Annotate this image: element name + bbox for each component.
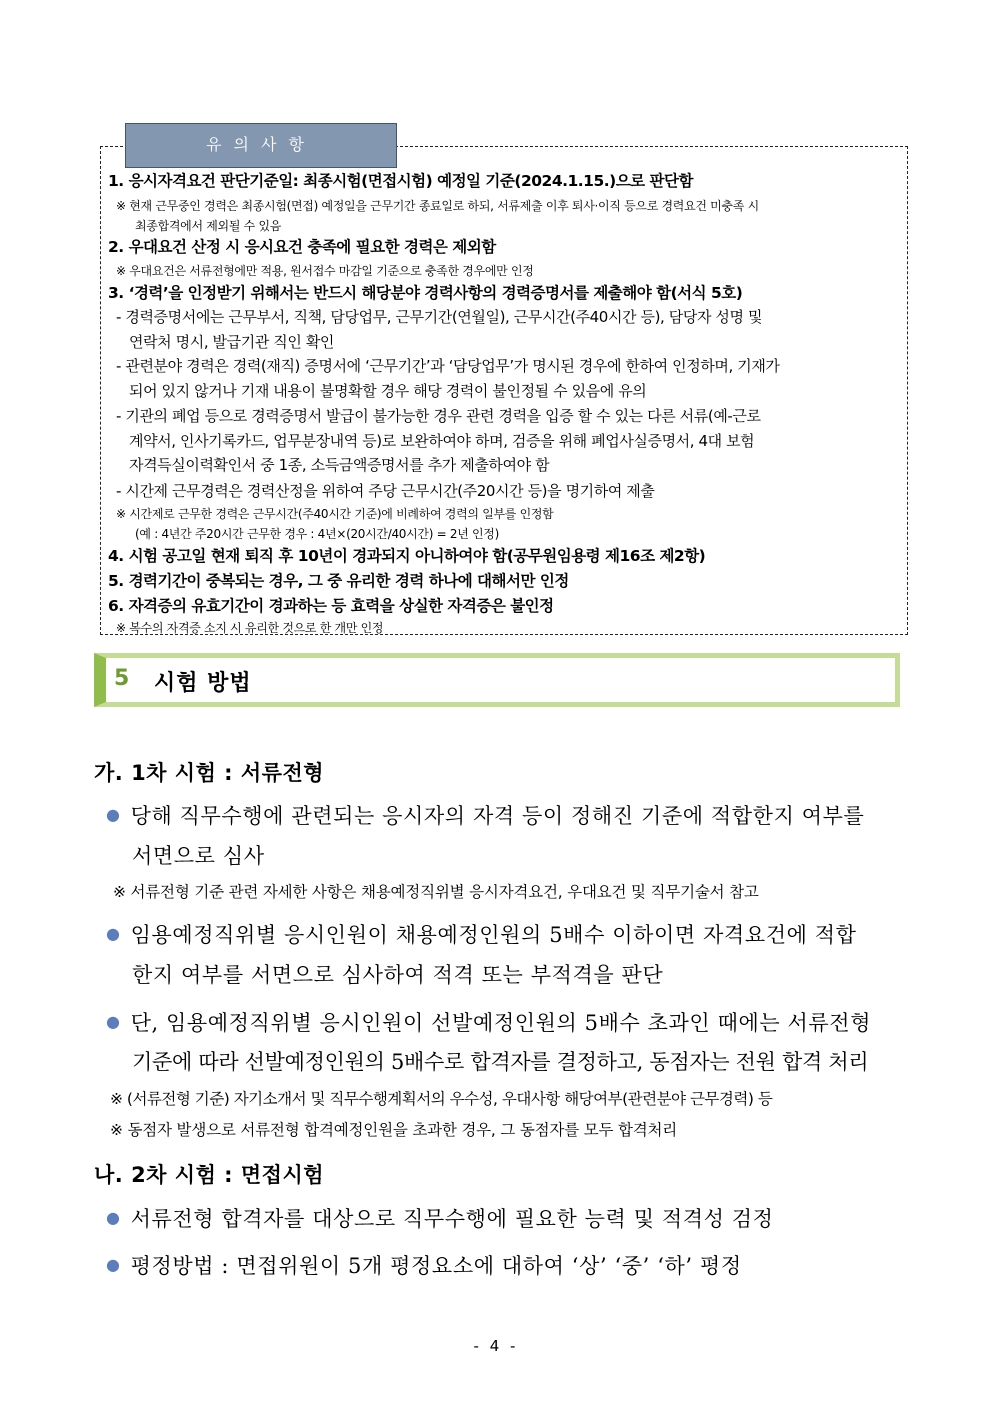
notice-note: ※ 현재 근무중인 경력은 최종시험(면접) 예정일을 근무기간 종료일로 하되, 서류제출 이후 퇴사·이직 등으로 경력요건 미충족 시	[116, 199, 759, 213]
second-exam-heading: 나. 2차 시험 : 면접시험	[94, 1163, 325, 1187]
notice-box	[100, 146, 908, 635]
notice-item-6: 6. 자격증의 유효기간이 경과하는 등 효력을 상실한 자격증은 불인정	[108, 597, 554, 615]
section-number: 5	[114, 666, 130, 691]
note-text: ※ (서류전형 기준) 자기소개서 및 직무수행계획서의 우수성, 우대사항 해당여부(관련분야 근무경력) 등	[110, 1090, 773, 1108]
bullet-icon: ●	[106, 805, 121, 824]
section-header	[94, 653, 900, 707]
section-title: 시험 방법	[154, 671, 252, 696]
notice-item-2: 2. 우대요건 산정 시 응시요건 충족에 필요한 경력은 제외함	[108, 238, 496, 256]
notice-item-4: 4. 시험 공고일 현재 퇴직 후 10년이 경과되지 아니하여야 함(공무원임용령 제16조 제2항)	[108, 547, 706, 565]
notice-dash-item: 자격득실이력확인서 중 1종, 소득금액증명서를 추가 제출하여야 함	[129, 456, 550, 474]
notice-note: ※ 시간제로 근무한 경력은 근무시간(주40시간 기준)에 비례하여 경력의 일부를 인정함	[116, 507, 554, 521]
list-item: ● 단, 임용예정직위별 응시인원이 선발예정인원의 5배수 초과인 때에는 서류전형	[106, 1011, 872, 1035]
notice-note: (예 : 4년간 주20시간 근무한 경우 : 4년×(20시간/40시간) = 2년 인정)	[135, 527, 499, 541]
list-item-continuation: 한지 여부를 서면으로 심사하여 적격 또는 부적격을 판단	[132, 963, 664, 987]
notice-dash-item: 계약서, 인사기록카드, 업무분장내역 등)로 보완하여야 하며, 검증을 위해 폐업사실증명서, 4대 보험	[129, 432, 755, 450]
first-exam-heading: 가. 1차 시험 : 서류전형	[94, 761, 325, 785]
notice-title: 유의사항	[125, 123, 397, 168]
list-item: ● 평정방법 : 면접위원이 5개 평정요소에 대하여 ‘상’ ‘중’ ‘하’ 평정	[106, 1254, 742, 1278]
notice-note: ※ 우대요건은 서류전형에만 적용, 원서접수 마감일 기준으로 충족한 경우에만 인정	[116, 264, 534, 278]
notice-dash-item: - 경력증명서에는 근무부서, 직책, 담당업무, 근무기간(연월일), 근무시간(주40시간 등), 담당자 성명 및	[116, 308, 763, 326]
notice-dash-item: 연락처 명시, 발급기관 직인 확인	[129, 333, 335, 351]
notice-note: 최종합격에서 제외될 수 있음	[135, 219, 282, 233]
notice-dash-item: 되어 있지 않거나 기재 내용이 불명확할 경우 해당 경력이 불인정될 수 있음에 유의	[129, 382, 647, 400]
notice-note: ※ 복수의 자격증 소지 시 유리한 것으로 한 개만 인정	[116, 621, 384, 635]
page-number: - 4 -	[473, 1337, 519, 1355]
list-item: ● 서류전형 합격자를 대상으로 직무수행에 필요한 능력 및 적격성 검정	[106, 1207, 774, 1231]
bullet-icon: ●	[106, 924, 121, 943]
notice-item-3: 3. ‘경력’을 인정받기 위해서는 반드시 해당분야 경력사항의 경력증명서를 제출해야 함(서식 5호)	[108, 284, 743, 302]
note-text: ※ 서류전형 기준 관련 자세한 사항은 채용예정직위별 응시자격요건, 우대요건 및 직무기술서 참고	[113, 883, 759, 901]
bullet-icon: ●	[106, 1208, 121, 1227]
bullet-icon: ●	[106, 1012, 121, 1031]
notice-dash-item: - 시간제 근무경력은 경력산정을 위하여 주당 근무시간(주20시간 등)을 명기하여 제출	[116, 482, 655, 500]
notice-dash-item: - 기관의 폐업 등으로 경력증명서 발급이 불가능한 경우 관련 경력을 입증 할 수 있는 다른 서류(예-근로	[116, 407, 761, 425]
list-item-continuation: 서면으로 심사	[132, 844, 265, 868]
notice-item-5: 5. 경력기간이 중복되는 경우, 그 중 유리한 경력 하나에 대해서만 인정	[108, 572, 569, 590]
notice-item-1: 1. 응시자격요건 판단기준일: 최종시험(면접시험) 예정일 기준(2024.1.15.)으로 판단함	[108, 172, 693, 190]
bullet-icon: ●	[106, 1255, 121, 1274]
list-item: ● 당해 직무수행에 관련되는 응시자의 자격 등이 정해진 기준에 적합한지 여부를	[106, 804, 865, 828]
notice-dash-item: - 관련분야 경력은 경력(재직) 증명서에 ‘근무기간’과 ‘담당업무’가 명시된 경우에 한하여 인정하며, 기재가	[116, 357, 780, 375]
note-text: ※ 동점자 발생으로 서류전형 합격예정인원을 초과한 경우, 그 동점자를 모두 합격처리	[110, 1121, 678, 1139]
list-item: ● 임용예정직위별 응시인원이 채용예정인원의 5배수 이하이면 자격요건에 적합	[106, 923, 857, 947]
list-item-continuation: 기준에 따라 선발예정인원의 5배수로 합격자를 결정하고, 동점자는 전원 합격 처리	[132, 1050, 869, 1074]
